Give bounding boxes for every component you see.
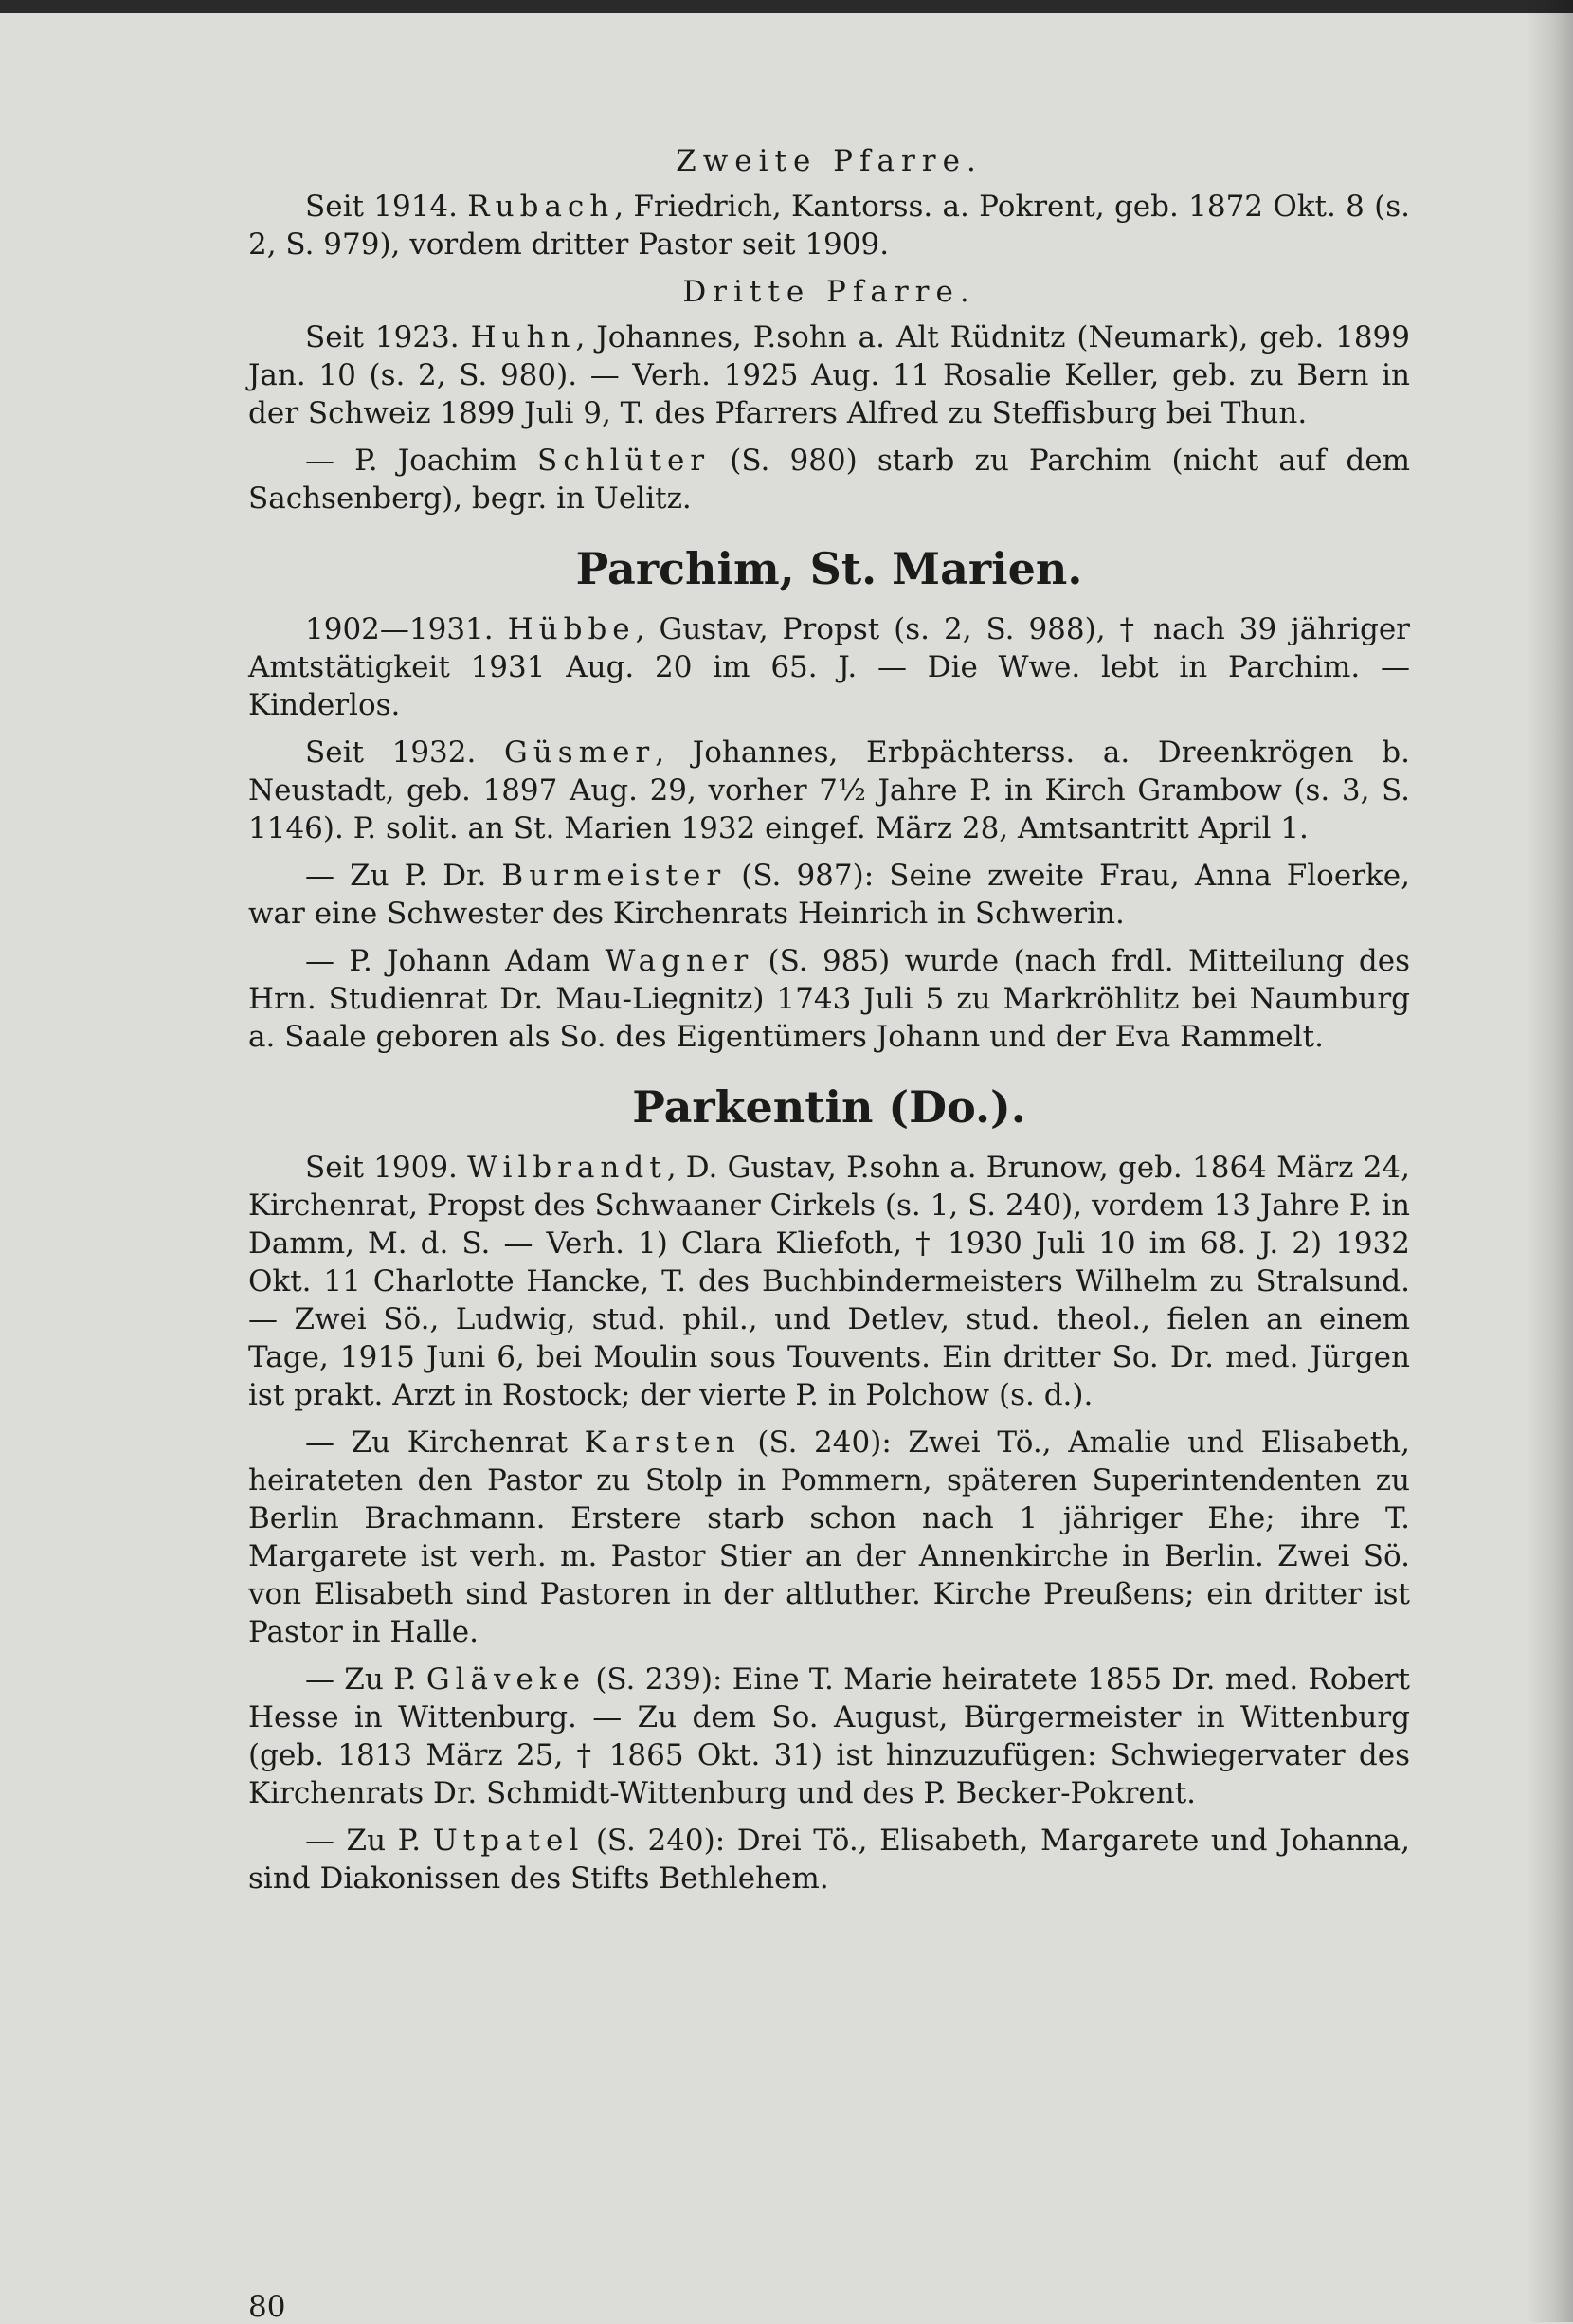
pastor-name: Huhn bbox=[470, 320, 576, 354]
pastor-name: Wagner bbox=[605, 944, 754, 978]
entry-utpatel: — Zu P. Utpatel (S. 240): Drei Tö., Elisabeth, Margarete und Johanna, sind Diakonissen des Stifts Bethlehem. bbox=[248, 1824, 1410, 1896]
entry-wilbrandt: Seit 1909. Wilbrandt, D. Gustav, P.sohn a. Brunow, geb. 1864 März 24, Kirchenrat, Propst des Schwaaner Cirkels (s. 1, S. 240), vordem 13 Jahre P. in Damm, M. d. S. — Verh. 1) Clara Kliefoth, † 1930 Juli 10 im 68. J. 2) 1932 Okt. 11 Charlotte Hancke, T. des Buchbindermeisters Wilhelm zu Stralsund. — Zwei Sö., Ludwig, stud. phil., und Detlev, stud. theol., fielen an einem Tage, 1915 Juni 6, bei Moulin sous Touvents. Ein dritter So. Dr. med. Jürgen ist prakt. Arzt in Rostock; der vierte P. in Polchow (s. d.). bbox=[248, 1151, 1410, 1412]
entry-glaeveke: — Zu P. Gläveke (S. 239): Eine T. Marie heiratete 1855 Dr. med. Robert Hesse in Wittenburg. — Zu dem So. August, Bürgermeister in Wittenburg (geb. 1813 März 25, † 1865 Okt. 31) ist hinzuzufügen: Schwiegervater des Kirchenrats Dr. Schmidt-Wittenburg und des P. Becker-Pokrent. bbox=[248, 1662, 1411, 1810]
place-heading-parkentin: Parkentin (Do.). bbox=[632, 1081, 1026, 1133]
scan-top-edge bbox=[0, 0, 1573, 13]
pastor-name: Rubach bbox=[467, 190, 615, 224]
pastor-name: Gläveke bbox=[425, 1662, 587, 1697]
entry-huebbe: 1902—1931. Hübbe, Gustav, Propst (s. 2, S. 988), † nach 39 jähriger Amtstätigkeit 1931 Aug. 20 im 65. J. — Die Wwe. lebt in Parchim. — Kinderlos. bbox=[248, 612, 1410, 722]
pastor-name: Güsmer bbox=[504, 735, 656, 770]
entry-guesmer: Seit 1932. Güsmer, Johannes, Erbpächterss. a. Dreenkrögen b. Neustadt, geb. 1897 Aug. 29, vorher 7½ Jahre P. in Kirch Grambow (s. 3, S. 1146). P. solit. an St. Marien 1932 eingef. März 28, Amtsantritt April 1. bbox=[248, 735, 1411, 845]
entry-karsten: — Zu Kirchenrat Karsten (S. 240): Zwei Tö., Amalie und Elisabeth, heirateten den Pastor zu Stolp in Pommern, späteren Superintendenten zu Berlin Brachmann. Erstere starb schon nach 1 jähriger Ehe; ihre T. Margarete ist verh. m. Pastor Stier an der Annenkirche in Berlin. Zwei Sö. von Elisabeth sind Pastoren in der altluther. Kirche Preußens; ein dritter ist Pastor in Halle. bbox=[248, 1425, 1410, 1649]
section-heading-zweite-pfarre: Zweite Pfarre. bbox=[676, 144, 983, 178]
entry-schlueter: — P. Joachim Schlüter (S. 980) starb zu Parchim (nicht auf dem Sachsenberg), begr. in Uelitz. bbox=[248, 444, 1410, 516]
page-gutter-shadow bbox=[1526, 0, 1573, 2322]
pastor-name: Schlüter bbox=[537, 444, 711, 478]
pastor-name: Burmeister bbox=[501, 859, 727, 893]
entry-rubach: Seit 1914. Rubach, Friedrich, Kantorss. a. Pokrent, geb. 1872 Okt. 8 (s. 2, S. 979), vordem dritter Pastor seit 1909. bbox=[248, 190, 1410, 262]
entry-wagner: — P. Johann Adam Wagner (S. 985) wurde (nach frdl. Mitteilung des Hrn. Studienrat Dr. Mau-Liegnitz) 1743 Juli 5 zu Markröhlitz bei Naumburg a. Saale geboren als So. des Eigentümers Johann und der Eva Rammelt. bbox=[248, 944, 1410, 1054]
entry-burmeister: — Zu P. Dr. Burmeister (S. 987): Seine zweite Frau, Anna Floerke, war eine Schwester des Kirchenrats Heinrich in Schwerin. bbox=[248, 859, 1410, 931]
page-number: 80 bbox=[248, 2290, 286, 2324]
pastor-name: Utpatel bbox=[432, 1824, 585, 1858]
entry-huhn: Seit 1923. Huhn, Johannes, P.sohn a. Alt Rüdnitz (Neumark), geb. 1899 Jan. 10 (s. 2, S. 980). — Verh. 1925 Aug. 11 Rosalie Keller, geb. zu Bern in der Schweiz 1899 Juli 9, T. des Pfarrers Alfred zu Steffisburg bei Thun. bbox=[248, 320, 1410, 430]
page-body bbox=[248, 142, 1410, 1907]
pastor-name: Hübbe bbox=[507, 612, 636, 646]
pastor-name: Karsten bbox=[584, 1425, 741, 1460]
place-heading-parchim: Parchim, St. Marien. bbox=[575, 543, 1083, 594]
section-heading-dritte-pfarre: Dritte Pfarre. bbox=[682, 275, 976, 309]
pastor-name: Wilbrandt bbox=[467, 1151, 667, 1185]
